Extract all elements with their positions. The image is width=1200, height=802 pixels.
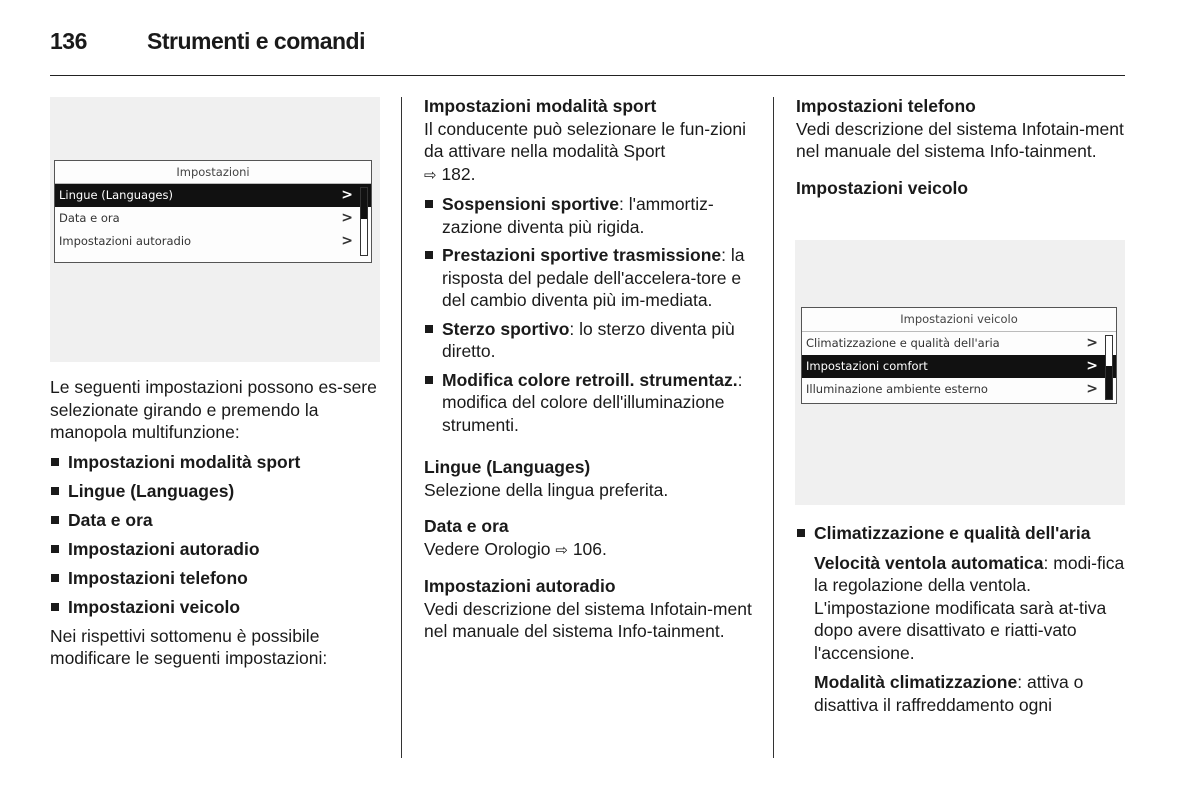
page-title: Strumenti e comandi (147, 28, 365, 54)
scrollbar-thumb (361, 188, 367, 219)
page-reference: 106. (572, 538, 607, 559)
list-item: Modifica colore retroill. strumentaz.: modifica del colore dell'illuminazione strumenti. (424, 369, 759, 437)
settings-screen-illustration (50, 97, 380, 362)
list-item: Impostazioni autoradio (50, 538, 385, 561)
list-item: Impostazioni telefono (50, 567, 385, 590)
list-item: Impostazioni veicolo (50, 596, 385, 619)
screen-title: Impostazioni veicolo (802, 308, 1116, 332)
list-item: Sterzo sportivo: lo sterzo diventa più diretto. (424, 318, 759, 363)
page-number: 136 (50, 28, 87, 54)
settings-menu-screen (54, 160, 372, 263)
outro-text: Nei rispettivi sottomenu è possibile modificare le seguenti impostazioni: (50, 625, 328, 668)
intro-text: Le seguenti impostazioni possono es-sere selezionate girando e premendo la manopola multifunzione: (50, 377, 377, 442)
vehicle-settings-list (796, 522, 1131, 716)
menu-item-languages (55, 184, 371, 207)
menu-item-exterior-lighting (802, 378, 1116, 401)
page-reference-arrow-icon: ⇨ (555, 540, 568, 559)
chevron-right-icon: > (1086, 358, 1098, 374)
sport-text: Il conducente può selezionare le fun-zioni da attivare nella modalità Sport ⇨ 182. (424, 118, 747, 184)
scrollbar (360, 187, 368, 256)
page-reference: 182. (441, 163, 476, 184)
chevron-right-icon: > (341, 233, 353, 249)
list-item: Prestazioni sportive trasmissione: la risposta del pedale dell'accelera-tore e del cambio diventa più im-mediata. (424, 244, 759, 312)
date-text: Vedere Orologio ⇨ 106. (424, 538, 607, 559)
radio-heading: Impostazioni autoradio (424, 576, 616, 596)
list-item (796, 522, 1131, 716)
list-item: Data e ora (50, 509, 385, 532)
settings-list (50, 451, 385, 619)
sport-options-list (424, 193, 759, 436)
scrollbar (1105, 335, 1113, 400)
phone-heading: Impostazioni telefono (796, 96, 976, 116)
menu-item-label: Lingue (Languages) (59, 188, 173, 202)
scrollbar-thumb (1106, 366, 1112, 399)
date-heading: Data e ora (424, 516, 509, 536)
menu-item-label: Illuminazione ambiente esterno (806, 382, 988, 396)
fan-text: Velocità ventola automatica: modi-fica la regolazione della ventola. L'impostazione modificata sarà at-tiva dopo avere disattivato e riatti-vato l'accensione. (814, 552, 1125, 663)
chevron-right-icon: > (341, 210, 353, 226)
radio-text: Vedi descrizione del sistema Infotain-ment nel manuale del sistema Info-tainment. (424, 598, 752, 641)
phone-text: Vedi descrizione del sistema Infotain-ment nel manuale del sistema Info-tainment. (796, 118, 1124, 161)
column-2 (424, 95, 759, 643)
list-item: Impostazioni modalità sport (50, 451, 385, 474)
column-1 (50, 376, 385, 670)
menu-item-label: Impostazioni comfort (806, 359, 928, 373)
menu-item-climate (802, 332, 1116, 355)
column-3-lower (796, 522, 1131, 722)
vehicle-settings-screen-illustration (795, 240, 1125, 505)
vehicle-settings-menu-screen (801, 307, 1117, 404)
menu-item-comfort (802, 355, 1116, 378)
climate-heading: Climatizzazione e qualità dell'aria (814, 523, 1091, 543)
chevron-right-icon: > (341, 187, 353, 203)
chevron-right-icon: > (1086, 381, 1098, 397)
column-3 (796, 95, 1131, 199)
menu-item-radio-settings (55, 230, 371, 253)
menu-item-label: Climatizzazione e qualità dell'aria (806, 336, 1000, 350)
chevron-right-icon: > (1086, 335, 1098, 351)
list-item: Sospensioni sportive: l'ammortiz-zazione diventa più rigida. (424, 193, 759, 238)
menu-item-label: Data e ora (59, 211, 120, 225)
languages-text: Selezione della lingua preferita. (424, 479, 669, 500)
menu-item-label: Impostazioni autoradio (59, 234, 192, 248)
column-divider-2 (773, 97, 774, 758)
sport-heading: Impostazioni modalità sport (424, 96, 657, 116)
languages-heading: Lingue (Languages) (424, 457, 591, 477)
menu-item-date-time (55, 207, 371, 230)
header-rule (50, 75, 1125, 76)
page-reference-arrow-icon: ⇨ (424, 165, 437, 184)
vehicle-heading: Impostazioni veicolo (796, 177, 969, 198)
screen-title: Impostazioni (55, 161, 371, 184)
column-divider-1 (401, 97, 402, 758)
list-item: Lingue (Languages) (50, 480, 385, 503)
climate-mode-text: Modalità climatizzazione: attiva o disattiva il raffreddamento ogni (814, 672, 1084, 715)
